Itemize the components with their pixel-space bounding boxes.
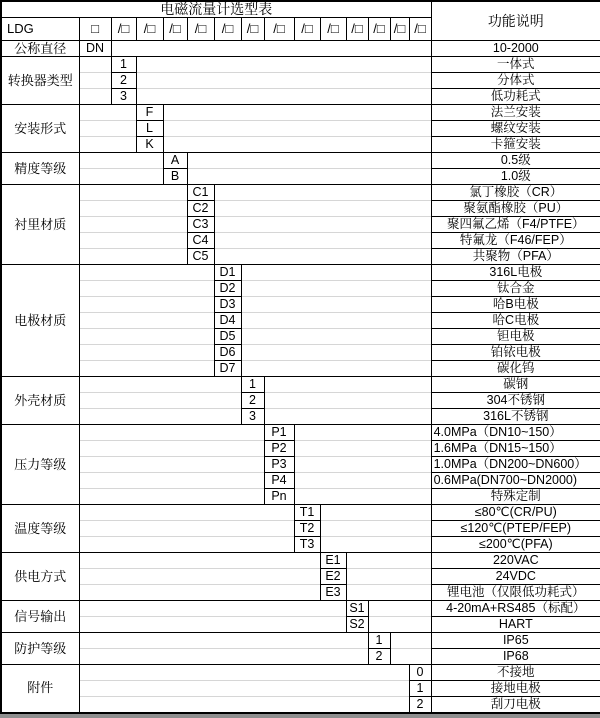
table-row xyxy=(1,489,600,505)
table-row xyxy=(1,329,600,345)
empty-span xyxy=(241,313,431,329)
code-cell: D2 xyxy=(214,281,241,297)
desc-cell: 聚四氟乙烯（F4/PTFE） xyxy=(431,217,600,233)
code-cell: E2 xyxy=(320,569,346,585)
empty-span xyxy=(79,393,241,409)
model-code-slot: /□ xyxy=(294,18,320,41)
section-label: 压力等级 xyxy=(1,425,79,505)
desc-cell: 钽电极 xyxy=(431,329,600,345)
empty-span xyxy=(79,313,214,329)
table-row xyxy=(1,617,600,633)
empty-span xyxy=(214,185,431,201)
section-label: 电极材质 xyxy=(1,265,79,377)
table-row xyxy=(1,441,600,457)
desc-cell: 316L电极 xyxy=(431,265,600,281)
section-label: 信号输出 xyxy=(1,601,79,633)
code-cell: 1 xyxy=(111,57,136,73)
empty-span xyxy=(79,185,187,201)
code-cell: D7 xyxy=(214,361,241,377)
empty-span xyxy=(79,153,163,169)
desc-cell-diameter: 10-2000 xyxy=(431,41,600,57)
desc-cell: ≤200℃(PFA) xyxy=(431,537,600,553)
table-row xyxy=(1,377,600,393)
code-cell: P2 xyxy=(264,441,294,457)
empty-span xyxy=(79,377,241,393)
empty-span xyxy=(214,249,431,265)
empty-span xyxy=(79,345,214,361)
empty-span xyxy=(214,201,431,217)
empty-span xyxy=(79,441,264,457)
empty-span xyxy=(346,569,431,585)
table-row xyxy=(1,313,600,329)
table-row xyxy=(1,137,600,153)
code-cell: 2 xyxy=(111,73,136,89)
code-cell: P4 xyxy=(264,473,294,489)
empty-span xyxy=(241,345,431,361)
table-row xyxy=(1,361,600,377)
model-code-slot: /□ xyxy=(136,18,163,41)
empty-span xyxy=(214,217,431,233)
code-cell: C3 xyxy=(187,217,214,233)
table-row xyxy=(1,345,600,361)
table-row xyxy=(1,185,600,201)
table-row xyxy=(1,521,600,537)
empty-span xyxy=(241,281,431,297)
code-cell: E3 xyxy=(320,585,346,601)
table-row xyxy=(1,425,600,441)
empty-span xyxy=(241,265,431,281)
empty-span xyxy=(79,169,163,185)
empty-span xyxy=(79,409,241,425)
code-cell: C2 xyxy=(187,201,214,217)
desc-cell: 刮刀电极 xyxy=(431,697,600,713)
desc-cell: 锂电池（仅限低功耗式） xyxy=(431,585,600,601)
desc-cell: 1.0级 xyxy=(431,169,600,185)
empty-span xyxy=(163,121,431,137)
code-cell: D4 xyxy=(214,313,241,329)
empty-span xyxy=(79,57,111,73)
desc-cell: ≤80℃(CR/PU) xyxy=(431,505,600,521)
code-cell: C5 xyxy=(187,249,214,265)
table-row xyxy=(1,233,600,249)
empty-span xyxy=(320,505,431,521)
empty-span xyxy=(79,329,214,345)
section-label: 转换器类型 xyxy=(1,57,79,105)
table-row xyxy=(1,457,600,473)
empty-span xyxy=(294,473,431,489)
empty-span xyxy=(79,425,264,441)
desc-cell: 低功耗式 xyxy=(431,89,600,105)
empty-span xyxy=(79,121,136,137)
page-title: 电磁流量计选型表 xyxy=(1,1,431,18)
empty-span xyxy=(79,281,214,297)
code-cell: E1 xyxy=(320,553,346,569)
empty-span xyxy=(187,153,431,169)
empty-span xyxy=(264,377,431,393)
desc-cell: 1.6MPa（DN15~150） xyxy=(431,441,600,457)
table-row xyxy=(1,121,600,137)
desc-cell: 哈C电极 xyxy=(431,313,600,329)
empty-span xyxy=(320,537,431,553)
desc-cell: 一体式 xyxy=(431,57,600,73)
empty-span xyxy=(79,473,264,489)
table-row xyxy=(1,601,600,617)
empty-span xyxy=(294,441,431,457)
desc-cell: 1.0MPa（DN200~DN600） xyxy=(431,457,600,473)
model-code-slot: /□ xyxy=(264,18,294,41)
code-cell: 0 xyxy=(409,665,431,681)
section-label: 防护等级 xyxy=(1,633,79,665)
table-row xyxy=(1,297,600,313)
empty-span xyxy=(163,105,431,121)
code-cell: P3 xyxy=(264,457,294,473)
code-cell: T2 xyxy=(294,521,320,537)
model-code-slot: /□ xyxy=(241,18,264,41)
section-label: 安装形式 xyxy=(1,105,79,153)
desc-cell: 铂铱电极 xyxy=(431,345,600,361)
desc-cell: 碳化钨 xyxy=(431,361,600,377)
desc-cell: 螺纹安装 xyxy=(431,121,600,137)
empty-span xyxy=(79,489,264,505)
code-cell: S1 xyxy=(346,601,368,617)
desc-cell: ≤120℃(PTEP/FEP) xyxy=(431,521,600,537)
function-column-header: 功能说明 xyxy=(431,1,600,41)
code-cell: S2 xyxy=(346,617,368,633)
code-cell: 1 xyxy=(409,681,431,697)
empty-span xyxy=(214,233,431,249)
empty-span xyxy=(79,265,214,281)
empty-span xyxy=(136,57,431,73)
empty-span xyxy=(79,361,214,377)
desc-cell: 特氟龙（F46/FEP） xyxy=(431,233,600,249)
code-cell: 2 xyxy=(368,649,390,665)
empty-span xyxy=(79,601,346,617)
empty-span xyxy=(187,169,431,185)
code-cell: P1 xyxy=(264,425,294,441)
code-cell-dn: DN xyxy=(79,41,111,57)
desc-cell: 分体式 xyxy=(431,73,600,89)
model-prefix: LDG xyxy=(1,18,79,41)
empty-span xyxy=(79,73,111,89)
code-cell: C4 xyxy=(187,233,214,249)
table-row xyxy=(1,649,600,665)
model-code-slot: /□ xyxy=(111,18,136,41)
empty-span xyxy=(79,249,187,265)
code-cell: A xyxy=(163,153,187,169)
empty-span xyxy=(79,521,294,537)
desc-cell: 碳钢 xyxy=(431,377,600,393)
empty-span xyxy=(79,649,368,665)
empty-span xyxy=(79,681,409,697)
model-code-slot: /□ xyxy=(163,18,187,41)
empty-span xyxy=(111,41,431,57)
empty-span xyxy=(294,425,431,441)
code-cell: 2 xyxy=(241,393,264,409)
code-cell: 3 xyxy=(241,409,264,425)
table-row xyxy=(1,57,600,73)
table-row xyxy=(1,537,600,553)
section-label: 精度等级 xyxy=(1,153,79,185)
desc-cell: 卡箍安装 xyxy=(431,137,600,153)
model-code-slot: /□ xyxy=(214,18,241,41)
table-row xyxy=(1,569,600,585)
desc-cell: 共聚物（PFA） xyxy=(431,249,600,265)
table-row xyxy=(1,265,600,281)
diameter-row xyxy=(1,41,600,57)
table-row xyxy=(1,153,600,169)
section-label: 衬里材质 xyxy=(1,185,79,265)
empty-span xyxy=(241,361,431,377)
title-row xyxy=(1,1,600,18)
table-row xyxy=(1,681,600,697)
code-cell: D6 xyxy=(214,345,241,361)
empty-span xyxy=(241,297,431,313)
empty-span xyxy=(346,553,431,569)
table-row xyxy=(1,281,600,297)
table-row xyxy=(1,217,600,233)
desc-cell: 接地电极 xyxy=(431,681,600,697)
empty-span xyxy=(320,521,431,537)
empty-span xyxy=(294,457,431,473)
desc-cell: HART xyxy=(431,617,600,633)
empty-span xyxy=(79,233,187,249)
desc-cell: 钛合金 xyxy=(431,281,600,297)
desc-cell: 4-20mA+RS485（标配） xyxy=(431,601,600,617)
table-row xyxy=(1,393,600,409)
empty-span xyxy=(79,89,111,105)
empty-span xyxy=(136,89,431,105)
model-code-slot: /□ xyxy=(390,18,409,41)
empty-span xyxy=(79,201,187,217)
code-cell: L xyxy=(136,121,163,137)
table-row xyxy=(1,665,600,681)
model-code-slot: /□ xyxy=(320,18,346,41)
table-row xyxy=(1,105,600,121)
empty-span xyxy=(79,569,320,585)
table-row xyxy=(1,585,600,601)
empty-span xyxy=(390,633,431,649)
desc-cell: IP68 xyxy=(431,649,600,665)
section-label-diameter: 公称直径 xyxy=(1,41,79,57)
section-label: 温度等级 xyxy=(1,505,79,553)
desc-cell: 316L不锈钢 xyxy=(431,409,600,425)
desc-cell: 304不锈钢 xyxy=(431,393,600,409)
empty-span xyxy=(368,601,431,617)
table-row xyxy=(1,553,600,569)
desc-cell: 法兰安装 xyxy=(431,105,600,121)
desc-cell: 氯丁橡胶（CR） xyxy=(431,185,600,201)
empty-span xyxy=(79,457,264,473)
code-cell: D1 xyxy=(214,265,241,281)
empty-span xyxy=(79,633,368,649)
empty-span xyxy=(294,489,431,505)
table-row xyxy=(1,201,600,217)
desc-cell: 0.5级 xyxy=(431,153,600,169)
section-label: 外壳材质 xyxy=(1,377,79,425)
desc-cell: 24VDC xyxy=(431,569,600,585)
empty-span xyxy=(79,537,294,553)
code-cell: T1 xyxy=(294,505,320,521)
empty-span xyxy=(368,617,431,633)
table-row xyxy=(1,473,600,489)
section-label: 附件 xyxy=(1,665,79,713)
code-cell: D3 xyxy=(214,297,241,313)
code-cell: B xyxy=(163,169,187,185)
empty-span xyxy=(79,697,409,713)
empty-span xyxy=(79,297,214,313)
code-cell: 1 xyxy=(241,377,264,393)
model-code-slot: /□ xyxy=(346,18,368,41)
desc-cell: 特殊定制 xyxy=(431,489,600,505)
table-row xyxy=(1,505,600,521)
desc-cell: 4.0MPa（DN10~150） xyxy=(431,425,600,441)
empty-span xyxy=(79,137,136,153)
code-cell: D5 xyxy=(214,329,241,345)
model-code-slot: /□ xyxy=(187,18,214,41)
empty-span xyxy=(79,585,320,601)
desc-cell: IP65 xyxy=(431,633,600,649)
code-cell: Pn xyxy=(264,489,294,505)
table-row xyxy=(1,89,600,105)
code-cell: K xyxy=(136,137,163,153)
model-code-slot: /□ xyxy=(368,18,390,41)
code-cell: F xyxy=(136,105,163,121)
code-cell: 2 xyxy=(409,697,431,713)
empty-span xyxy=(264,409,431,425)
empty-span xyxy=(241,329,431,345)
table-row xyxy=(1,697,600,713)
code-cell: 3 xyxy=(111,89,136,105)
empty-span xyxy=(79,665,409,681)
desc-cell: 聚氨酯橡胶（PU） xyxy=(431,201,600,217)
empty-span xyxy=(264,393,431,409)
code-cell: C1 xyxy=(187,185,214,201)
table-row xyxy=(1,169,600,185)
empty-span xyxy=(346,585,431,601)
empty-span xyxy=(79,617,346,633)
empty-span xyxy=(136,73,431,89)
model-code-box: □ xyxy=(79,18,111,41)
model-code-slot: /□ xyxy=(409,18,431,41)
section-label: 供电方式 xyxy=(1,553,79,601)
empty-span xyxy=(163,137,431,153)
empty-span xyxy=(79,105,136,121)
table-row xyxy=(1,633,600,649)
empty-span xyxy=(79,553,320,569)
table-row xyxy=(1,73,600,89)
desc-cell: 220VAC xyxy=(431,553,600,569)
code-cell: T3 xyxy=(294,537,320,553)
empty-span xyxy=(390,649,431,665)
desc-cell: 0.6MPa(DN700~DN2000) xyxy=(431,473,600,489)
table-row xyxy=(1,249,600,265)
desc-cell: 不接地 xyxy=(431,665,600,681)
empty-span xyxy=(79,505,294,521)
desc-cell: 哈B电极 xyxy=(431,297,600,313)
table-row xyxy=(1,409,600,425)
code-cell: 1 xyxy=(368,633,390,649)
empty-span xyxy=(79,217,187,233)
